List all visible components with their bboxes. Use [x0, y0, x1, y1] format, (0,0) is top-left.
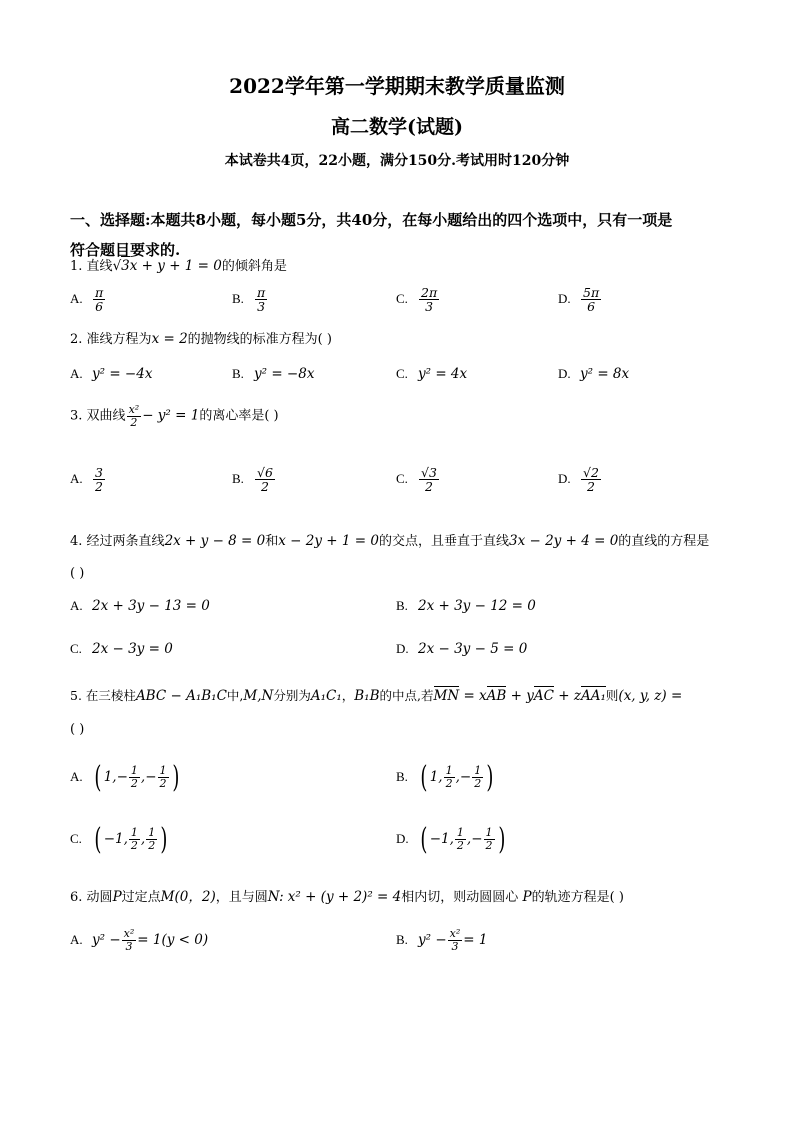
question-5: 5. 在三棱柱ABC − A₁B₁C中,M,N分别为A₁C₁，B₁B的中点,若MN = xAB + yAC + zAA₁则(x, y, z) =: [70, 688, 683, 704]
q4-answer-blank: ( ): [70, 566, 85, 581]
q6-option-b[interactable]: B. y² − $\frac{\text{x²}}{3}$ = 1: [396, 927, 488, 953]
question-2: 2. 准线方程为x = 2的抛物线的标准方程为( ): [70, 331, 332, 347]
q1-option-c[interactable]: C. $\frac{2\pi}{3}$: [396, 285, 438, 315]
question-text: 直线: [86, 259, 113, 274]
q4-option-d[interactable]: D. 2x − 3y − 5 = 0: [396, 641, 528, 657]
q4-option-a[interactable]: A. 2x + 3y − 13 = 0: [70, 598, 210, 614]
question-number: 5.: [70, 688, 82, 703]
q3-option-b[interactable]: B. $\frac{√6}{2}$: [232, 465, 273, 495]
q4-option-b[interactable]: B. 2x + 3y − 12 = 0: [396, 598, 536, 614]
question-number: 3.: [70, 408, 83, 424]
exam-title: 2022学年第一学期期末教学质量监测: [229, 74, 565, 98]
q2-option-c[interactable]: C. y² = 4x: [396, 366, 468, 382]
question-number: 6.: [70, 890, 83, 905]
q1-option-b[interactable]: B. $\frac{\pi}{3}$: [232, 285, 266, 315]
q3-option-d[interactable]: D. $\frac{√2}{2}$: [558, 465, 599, 495]
q5-answer-blank: ( ): [70, 722, 85, 737]
exam-subtitle: 高二数学(试题): [331, 116, 463, 138]
q2-option-a[interactable]: A. y² = −4x: [70, 366, 153, 382]
question-number: 4.: [70, 534, 83, 549]
question-number: 1.: [70, 259, 83, 274]
math-fraction: $\frac{\text{x²}}{2}$: [128, 403, 140, 429]
q6-option-a[interactable]: A. y² − $\frac{\text{x²}}{3}$ = 1(y < 0): [70, 927, 209, 953]
q5-option-d[interactable]: D. ( −1, $\frac{1}{2}$ ,− $\frac{1}{2}$ ): [396, 822, 505, 857]
section-heading-line1: 一、选择题:本题共8小题，每小题5分，共40分，在每小题给出的四个选项中，只有一项是: [70, 211, 673, 229]
q4-option-c[interactable]: C. 2x − 3y = 0: [70, 641, 173, 657]
question-4: 4. 经过两条直线2x + y − 8 = 0和x − 2y + 1 = 0的交点，且垂直于直线3x − 2y + 4 = 0的直线的方程是: [70, 533, 710, 549]
question-number: 2.: [70, 332, 83, 347]
q2-option-b[interactable]: B. y² = −8x: [232, 366, 315, 382]
math-expr: x = 2: [151, 331, 188, 347]
question-1: [70, 255, 730, 274]
exam-info: 本试卷共4页，22小题，满分150分.考试用时120分钟: [224, 153, 570, 169]
question-3: 3. 双曲线 $\frac{\text{x²}}{2}$ − y² = 1的离心率是( ): [70, 403, 279, 429]
q5-option-b[interactable]: B. ( 1, $\frac{1}{2}$ ,− $\frac{1}{2}$ ): [396, 760, 494, 795]
q2-option-d[interactable]: D. y² = 8x: [558, 366, 630, 382]
q5-option-a[interactable]: A. ( 1,− $\frac{1}{2}$ ,− $\frac{1}{2}$ ): [70, 760, 179, 795]
q1-option-a[interactable]: A. $\frac{\pi}{6}$: [70, 285, 104, 315]
q3-option-a[interactable]: A. $\frac{3}{2}$: [70, 465, 103, 495]
question-text: 的倾斜角是: [221, 259, 287, 274]
math-expr: √3x + y + 1 = 0: [112, 258, 222, 274]
q5-option-c[interactable]: C. ( −1, $\frac{1}{2}$ , $\frac{1}{2}$ ): [70, 822, 168, 857]
q3-option-c[interactable]: C. $\frac{√3}{2}$: [396, 465, 437, 495]
section-heading-line2: 符合题目要求的.: [70, 241, 181, 259]
question-6: 6. 动圆P过定点M(0，2)，且与圆N: x² + (y + 2)² = 4相内切，则动圆圆心 P的轨迹方程是( ): [70, 889, 624, 905]
q1-option-d[interactable]: D. $\frac{5\pi}{6}$: [558, 285, 600, 315]
